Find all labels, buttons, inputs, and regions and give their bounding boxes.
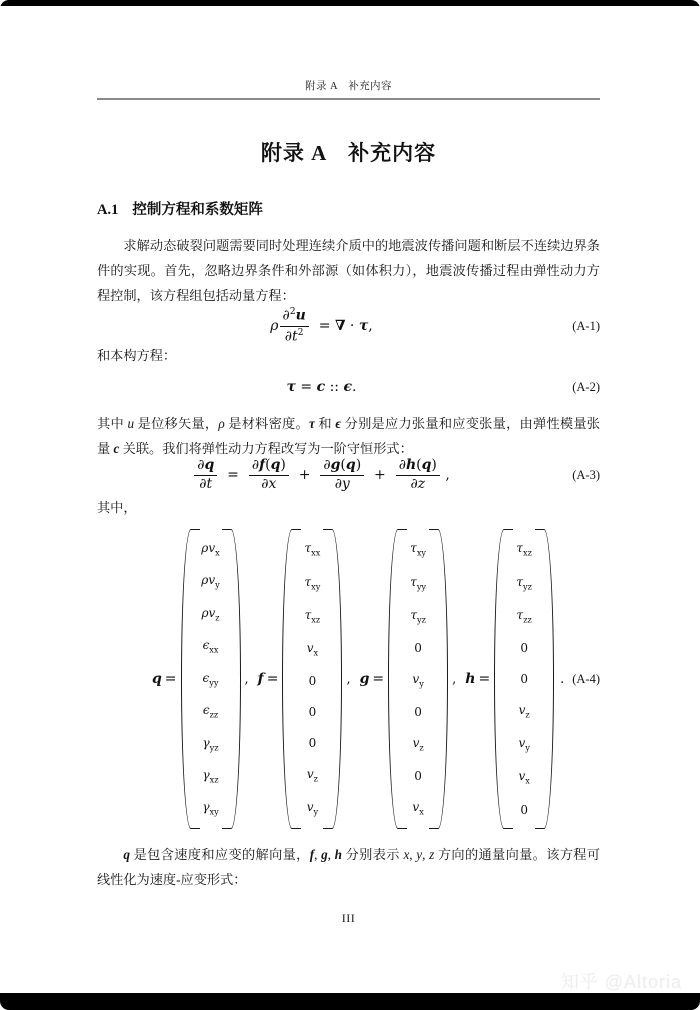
vector-f [258, 529, 343, 829]
paragraph-constitutive-lead: 和本构方程： [97, 348, 177, 363]
vector-cell: $\gamma_{yz}$ [202, 735, 219, 752]
vector-cell: $\tau_{xy}$ [304, 574, 321, 592]
vector-q-label: q = [152, 671, 177, 687]
vector-cell: 0 [414, 769, 422, 784]
equation-a2 [97, 375, 600, 399]
section-heading [97, 198, 263, 219]
equation-a3 [97, 458, 600, 492]
vector-cell: $\rho v_y$ [201, 573, 220, 590]
paragraph-intro: 求解动态破裂问题需要同时处理连续介质中的地震波传播问题和断层不连续边界条件的实现。首先，忽略边界条件和外部源（如体积力），地震波传播过程由弹性动力方程控制，该方程组包括动量方程： [97, 238, 600, 303]
vector-cell: $\tau_{xz}$ [304, 607, 321, 625]
header-rule [97, 98, 600, 100]
vector-cell: $\rho v_z$ [201, 605, 220, 623]
vector-cell: $\tau_{xz}$ [516, 541, 532, 558]
vector-cell: $\epsilon_{yy}$ [202, 670, 219, 688]
section-title: 控制方程和系数矩阵 [132, 202, 263, 218]
vector-cell: $\tau_{xx}$ [304, 541, 321, 558]
vector-cell: $\tau_{yz}$ [410, 607, 426, 625]
equation-a4-body [97, 529, 564, 829]
paren-left-icon [181, 529, 192, 829]
vector-cell: 0 [520, 671, 528, 686]
vector-cell: 0 [308, 735, 317, 750]
running-header [97, 80, 600, 94]
vector-cell: 0 [414, 641, 422, 656]
vector-cell: $\tau_{yz}$ [516, 574, 532, 592]
vector-cell: $v_x$ [412, 799, 424, 817]
vector-cell: 0 [308, 674, 317, 689]
vector-cell: $\gamma_{xz}$ [202, 768, 219, 785]
vector-h-matrix [494, 529, 554, 829]
vector-g [360, 529, 449, 829]
vector-cell: 0 [308, 705, 317, 720]
equation-a1-body: ρ $\frac{\partial^2u}{\partial t^2}$ = ∇ · τ, [270, 306, 373, 345]
paren-right-icon [437, 529, 448, 829]
vector-f-label: f = [257, 671, 279, 687]
vector-cell: $\epsilon_{zz}$ [202, 703, 219, 720]
vector-cell: $\gamma_{xy}$ [202, 800, 219, 817]
vector-cell: $v_y$ [412, 671, 424, 689]
vector-cell: $v_z$ [306, 766, 318, 784]
paren-left-icon [282, 529, 293, 829]
vector-cell: $\tau_{xy}$ [410, 541, 427, 558]
section-number: A.1 [97, 202, 119, 218]
equation-a2-tag: (A-2) [572, 379, 600, 394]
vector-q-matrix [181, 529, 241, 829]
page-title: 附录 A 补充内容 [260, 141, 437, 165]
page-sheet [0, 6, 700, 993]
paren-right-icon [543, 529, 554, 829]
vector-f-matrix [282, 529, 342, 829]
vector-cell: $v_z$ [412, 735, 424, 753]
vector-cell: $v_x$ [518, 769, 530, 786]
vector-cell: $\tau_{yy}$ [410, 574, 427, 592]
paren-left-icon [388, 529, 399, 829]
vector-cell: $v_z$ [518, 702, 530, 720]
vector-cell: $\rho v_x$ [201, 540, 220, 558]
paragraph-symbols: 其中 u 是位移矢量，ρ 是材料密度。τ 和 ϵ 分别是应力张量和应变张量，由弹性模量张量 c 关联。我们将弹性动力方程改写为一阶守恒形式： [97, 416, 600, 456]
paren-left-icon [494, 529, 505, 829]
vector-terminator: . [560, 672, 565, 687]
vector-cell: $v_x$ [306, 641, 319, 658]
page-number: III [341, 911, 356, 925]
vector-g-matrix [388, 529, 448, 829]
running-header-text: 附录 A 补充内容 [305, 81, 392, 92]
vector-cell: $\tau_{zz}$ [516, 607, 532, 625]
vector-separator: , [452, 672, 457, 687]
equation-a2-body: τ = c :: ϵ. [286, 379, 357, 395]
vector-cell: 0 [520, 641, 528, 656]
vector-separator: , [244, 672, 249, 687]
vector-g-label: g = [359, 671, 385, 687]
equation-a4 [97, 521, 600, 837]
equation-a1 [97, 306, 600, 345]
equation-a1-tag: (A-1) [572, 318, 600, 333]
equation-a4-tag: (A-4) [572, 671, 600, 686]
vector-h-label: h = [465, 671, 491, 687]
vector-separator: , [346, 672, 351, 687]
paren-right-icon [230, 529, 241, 829]
watermark: 知乎 @Altoria [560, 972, 682, 992]
vector-cell: $\epsilon_{xx}$ [202, 638, 219, 655]
vector-cell: 0 [414, 705, 422, 720]
paragraph-where: 其中， [97, 500, 137, 515]
vector-h [465, 529, 554, 829]
vector-q [152, 529, 241, 829]
equation-a3-tag: (A-3) [572, 467, 600, 482]
paragraph-closing: q 是包含速度和应变的解向量，f, g, h 分别表示 x, y, z 方向的通量向量。该方程可线性化为速度-应变形式： [97, 847, 601, 887]
vector-cell: 0 [520, 802, 528, 817]
vector-cell: $v_y$ [518, 735, 530, 753]
equation-a3-body: $\frac{\partial q}{\partial t}$ = $\frac{\partial f(q)}{\partial x}$ + $\frac{\partial g(q)}{\partial y}$ + $\frac{\partial h(q)}{\partial z}$ , [97, 458, 546, 492]
vector-cell: $v_y$ [306, 799, 319, 817]
paren-right-icon [331, 529, 342, 829]
